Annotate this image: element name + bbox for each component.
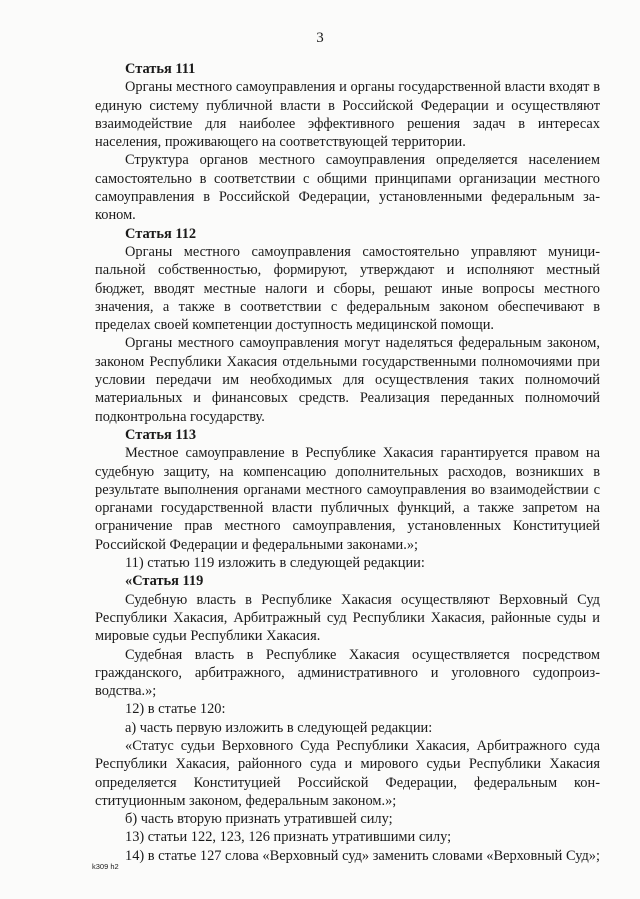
paragraph: «Статус судьи Верховного Суда Республики Хакасия, Арбитражного суда Республики Хакасия, районного суда и мирового судьи Республики Хакасия определяется Конституцией Российской Федерации, федеральным конституционным законом, федеральным законом.»;	[95, 737, 600, 809]
article-heading: «Статья 119	[125, 573, 204, 590]
paragraph: б) часть вторую признать утратившей силу;	[125, 811, 393, 828]
document-body	[95, 60, 600, 865]
paragraph: 12) в статье 120:	[125, 701, 226, 718]
paragraph: 11) статью 119 изложить в следующей редакции:	[125, 555, 425, 572]
paragraph: Судебную власть в Республике Хакасия осуществляют Верховный Суд Республики Хакасия, Арбитражный суд Республики Хакасия, районные суды и мировые судьи Республики Хакасия.	[95, 591, 600, 645]
article-heading: Статья 112	[125, 225, 197, 242]
paragraph: Местное самоуправление в Республике Хакасия гарантируется правом на судебную защиту, на компенсацию дополнительных расходов, возникших в результате выполнения органами местного самоуправления во взаимодействии с органами государственной власти публичных функций, а также запретом на ограничение прав местного самоуправления, установленных Конституцией Российской Федерации и федеральными законами.»;	[95, 445, 600, 553]
paragraph: Структура органов местного самоуправления определяется населением самостоятельно в соответствии с общими принципами организации местного самоуправления в Российской Федерации, установленными федеральным законом.	[95, 152, 600, 224]
paragraph: Органы местного самоуправления самостоятельно управляют муниципальной собственностью, формируют, утверждают и исполняют местный бюджет, вводят местные налоги и сборы, решают иные вопросы местного значения, а также в соответствии с федеральным законом обеспечивают в пределах своей компетенции доступность медицинской помощи.	[95, 243, 600, 334]
paragraph: Органы местного самоуправления и органы государственной власти входят в единую систему публичной власти в Российской Федерации и осуществляют взаимодействие для наиболее эффективного решения задач в интересах населения, проживающего на соответствующей территории.	[95, 79, 600, 151]
paragraph: 14) в статье 127 слова «Верховный суд» заменить словами «Верховный Суд»;	[125, 847, 601, 864]
paragraph: 13) статьи 122, 123, 126 признать утратившими силу;	[125, 829, 452, 846]
paragraph: Органы местного самоуправления могут наделяться федеральным законом, законом Республики Хакасия отдельными государственными полномочиями при условии передачи им необходимых для осуществления таких полномочий материальных и финансовых средств. Реализация переданных полномочий подконтрольна государству.	[95, 335, 600, 425]
paragraph: а) часть первую изложить в следующей редакции:	[125, 719, 433, 736]
article-heading: Статья 113	[125, 426, 197, 443]
article-heading: Статья 111	[125, 61, 196, 77]
footer-code: k309 h2	[92, 862, 119, 871]
page-number: 3	[316, 30, 324, 46]
paragraph: Судебная власть в Республике Хакасия осуществляется посредством гражданского, арбитражного, административного и уголовного судопроизводства.»;	[95, 646, 600, 700]
